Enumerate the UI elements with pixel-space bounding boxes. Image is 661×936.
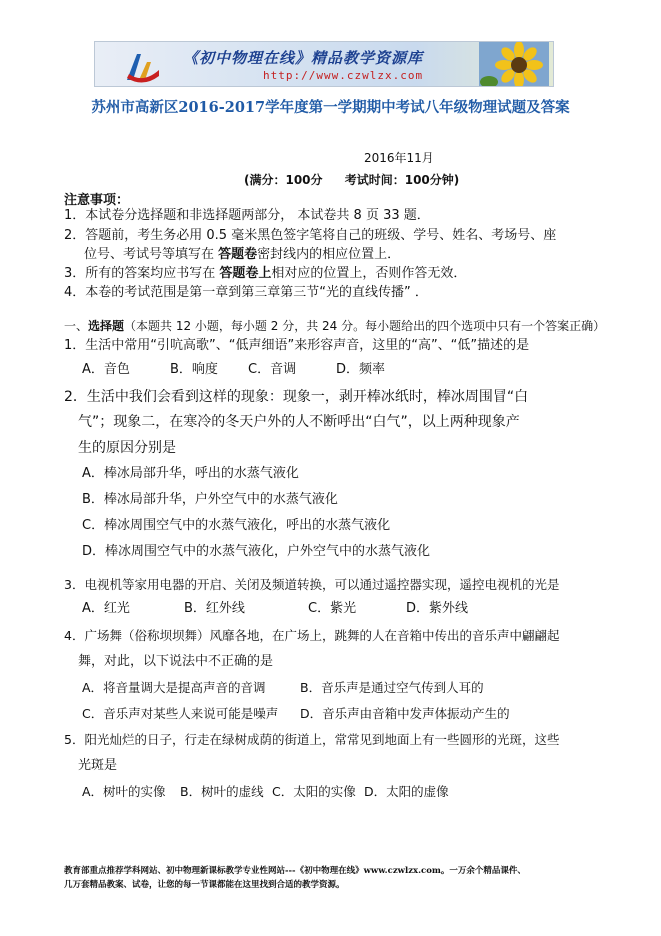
banner-title: 《初中物理在线》精品教学资源库 — [183, 49, 424, 67]
note-2-line-2 — [84, 247, 400, 263]
note-3-text-b: 相对应的位置上，否则作答无效． — [271, 266, 467, 281]
q4-option-b: B．音乐声是通过空气传到人耳的 — [300, 680, 484, 695]
q1-option-c: C．音调 — [248, 362, 297, 377]
q2-stem-1: 2．生活中我们会看到这样的现象：现象一，剥开棒冰纸时，棒冰周围冒“白 — [64, 389, 529, 405]
note-1: 1．本试卷分选择题和非选择题两部分， 本试卷共 8 页 33 题． — [64, 208, 430, 223]
sunflower-icon — [479, 42, 549, 87]
section-1-heading — [64, 318, 605, 334]
note-2-line-1: 2．答题前，考生务必用 0.5 毫米黑色签字笔将自己的班级、学号、姓名、考场号、座 — [64, 228, 557, 243]
q5-option-c: C．太阳的实像 — [272, 784, 356, 799]
section-1-label: 选择题 — [88, 319, 125, 333]
site-logo-icon — [123, 48, 163, 84]
note-2-emphasis: 答题卷 — [218, 247, 258, 262]
q3-option-d: D．紫外线 — [406, 601, 469, 616]
q5-option-a: A．树叶的实像 — [82, 784, 166, 799]
exam-date: 2016年11月 — [364, 151, 434, 165]
q5-stem-2: 光斑是 — [78, 758, 118, 773]
notes-title: 注意事项： — [64, 193, 130, 208]
q3-option-c: C．紫光 — [308, 601, 357, 616]
site-banner[interactable] — [94, 41, 554, 87]
q2-option-c: C．棒冰周围空气中的水蒸气液化，呼出的水蒸气液化 — [82, 518, 391, 533]
note-3-emphasis: 答题卷上 — [219, 266, 272, 281]
q3-option-a: A．红光 — [82, 601, 130, 616]
q1-option-b: B．响度 — [170, 362, 218, 377]
q2-option-b: B．棒冰局部升华，户外空气中的水蒸气液化 — [82, 492, 338, 507]
q4-option-a: A．将音量调大是提高声音的音调 — [82, 680, 266, 695]
q1-option-a: A．音色 — [82, 362, 130, 377]
section-1-prefix: 一、 — [64, 319, 89, 333]
note-3-text-a: 3．所有的答案均应书写在 — [64, 266, 220, 281]
note-3 — [64, 266, 466, 282]
q1-option-d: D．频率 — [336, 362, 386, 377]
note-2-text-a: 位号、考试号等填写在 — [84, 247, 219, 262]
footer-line-2: 几万套精品教案、试卷，让您的每一节课都能在这里找到合适的教学资源。 — [64, 880, 345, 890]
q4-stem-1: 4．广场舞（俗称坝坝舞）风靡各地，在广场上，跳舞的人在音箱中传出的音乐声中翩翩起 — [64, 628, 560, 643]
note-2-text-b: 密封线内的相应位置上． — [257, 247, 401, 262]
page-footer — [64, 864, 526, 892]
q5-option-b: B．树叶的虚线 — [180, 784, 264, 799]
full-score: (满分：100分 — [244, 173, 323, 187]
q4-option-d: D．音乐声由音箱中发声体振动产生的 — [300, 706, 510, 721]
banner-url[interactable]: http://www.czwlzx.com — [263, 69, 424, 82]
document-title: 苏州市高新区2016-2017学年度第一学期期中考试八年级物理试题及答案 — [91, 99, 570, 116]
q3-stem: 3．电视机等家用电器的开启、关闭及频道转换，可以通过遥控器实现，遥控电视机的光是 — [64, 577, 560, 592]
q5-stem-1: 5．阳光灿烂的日子，行走在绿树成荫的街道上，常常见到地面上有一些圆形的光斑，这些 — [64, 732, 560, 747]
note-4: 4．本卷的考试范围是第一章到第三章第三节“光的直线传播” ． — [64, 285, 428, 300]
q2-option-d: D．棒冰周围空气中的水蒸气液化，户外空气中的水蒸气液化 — [82, 544, 431, 559]
q2-stem-3: 生的原因分别是 — [78, 440, 176, 456]
score-time-line — [244, 171, 477, 188]
q2-stem-2: 气”；现象二，在寒冷的冬天户外的人不断呼出“白气”，以上两种现象产 — [78, 414, 520, 430]
q1-stem: 1．生活中常用“引吭高歌”、“低声细语”来形容声音，这里的“高”、“低”描述的是 — [64, 338, 530, 353]
exam-time: 考试时间：100分钟) — [344, 173, 460, 187]
q5-option-d: D．太阳的虚像 — [364, 784, 449, 799]
section-1-instructions: （本题共 12 小题，每小题 2 分，共 24 分。每小题给出的四个选项中只有一个答案正确） — [124, 319, 606, 333]
footer-line-1: 教育部重点推荐学科网站、初中物理新课标教学专业性网站---《初中物理在线》www.czwlzx.com。一万余个精品课件、 — [64, 866, 526, 876]
q4-option-c: C．音乐声对某些人来说可能是噪声 — [82, 706, 279, 721]
q4-stem-2: 舞，对此，以下说法中不正确的是 — [78, 654, 274, 669]
q3-option-b: B．红外线 — [184, 601, 245, 616]
q2-option-a: A．棒冰局部升华，呼出的水蒸气液化 — [82, 466, 299, 481]
